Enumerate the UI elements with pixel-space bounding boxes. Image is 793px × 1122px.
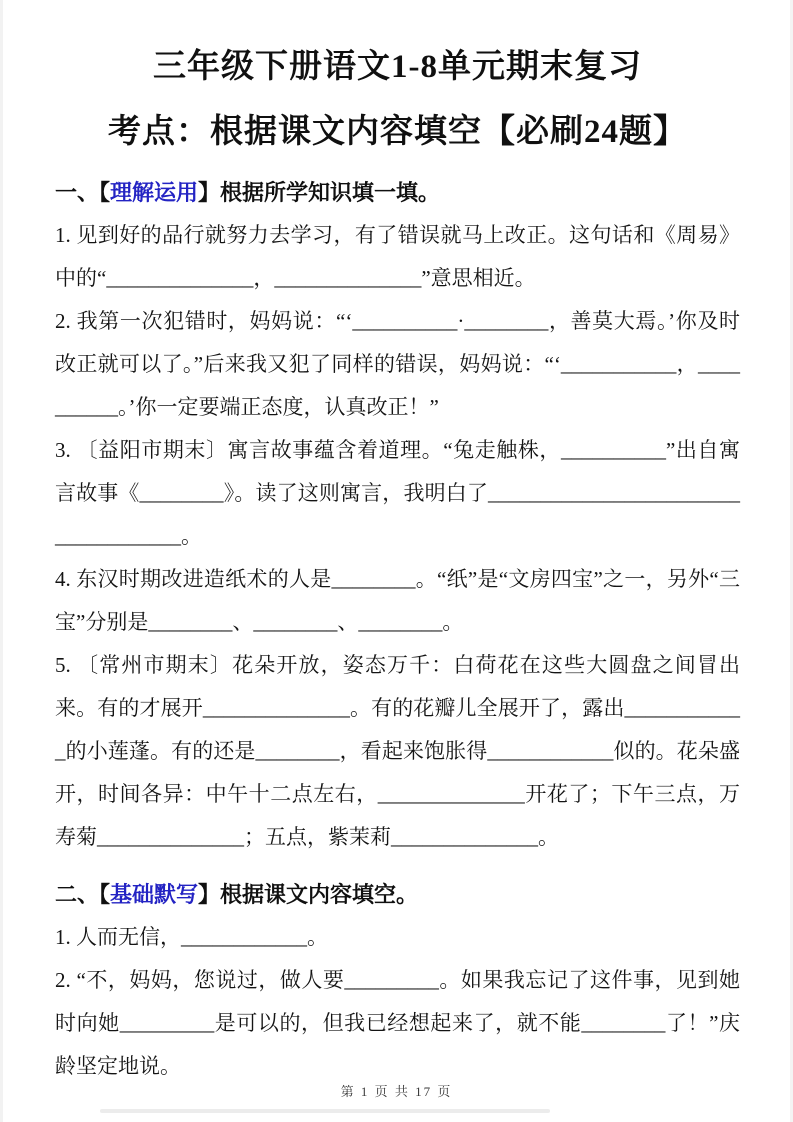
page-number-footer: 第 1 页 共 17 页 (340, 1084, 453, 1099)
question-1-2: 2. 我第一次犯错时，妈妈说：“‘__________·________，善莫大焉。’你及时改正就可以了。”后来我又犯了同样的错误，妈妈说：“‘___________，__________。’你一定要端正态度，认真改正！” (55, 309, 740, 419)
scan-edge-left (0, 0, 3, 1122)
question-1-3: 3. 〔益阳市期末〕寓言故事蕴含着道理。“兔走触株，__________”出自寓言故事《________》。读了这则寓言，我明白了____________________________________。 (55, 438, 740, 548)
section-2-instruction: 】根据课文内容填空。 (198, 882, 419, 907)
section-heading-2 (55, 873, 740, 916)
question-2-1: 1. 人而无信，____________。 (55, 925, 328, 949)
scan-smudge-artifact (100, 1109, 550, 1113)
section-1-instruction: 】根据所学知识填一填。 (198, 180, 441, 205)
question-1-5: 5. 〔常州市期末〕花朵开放，姿态万千：白荷花在这些大圆盘之间冒出来。有的才展开______________。有的花瓣儿全展开了，露出____________的小莲蓬。有的还是________，看起来饱胀得____________似的。花朵盛开，时间各异：中午十二点左右，______________开花了；下午三点，万寿菊______________；五点，紫茉莉______________。 (55, 653, 740, 849)
section-dictation (55, 873, 740, 1088)
section-heading-1 (55, 171, 740, 214)
section-1-tag: 理解运用 (110, 180, 199, 205)
document-title-line2: 考点：根据课文内容填空【必刷24题】 (108, 114, 687, 150)
question-1-4: 4. 东汉时期改进造纸术的人是________。“纸”是“文房四宝”之一，另外“三宝”分别是________、________、________。 (55, 567, 740, 634)
section-2-tag: 基础默写 (110, 882, 199, 907)
document-title-line1: 三年级下册语文1-8单元期末复习 (153, 49, 642, 85)
section-1-number: 一、【 (55, 180, 111, 205)
section-2-number: 二、【 (55, 882, 111, 907)
question-2-2: 2. “不，妈妈，您说过，做人要_________。如果我忘记了这件事，见到她时向她_________是可以的，但我已经想起来了，就不能________了！”庆龄坚定地说。 (55, 968, 740, 1078)
question-1-1: 1. 见到好的品行就努力去学习，有了错误就马上改正。这句话和《周易》中的“______________，______________”意思相近。 (55, 223, 740, 290)
section-comprehension (55, 171, 740, 859)
